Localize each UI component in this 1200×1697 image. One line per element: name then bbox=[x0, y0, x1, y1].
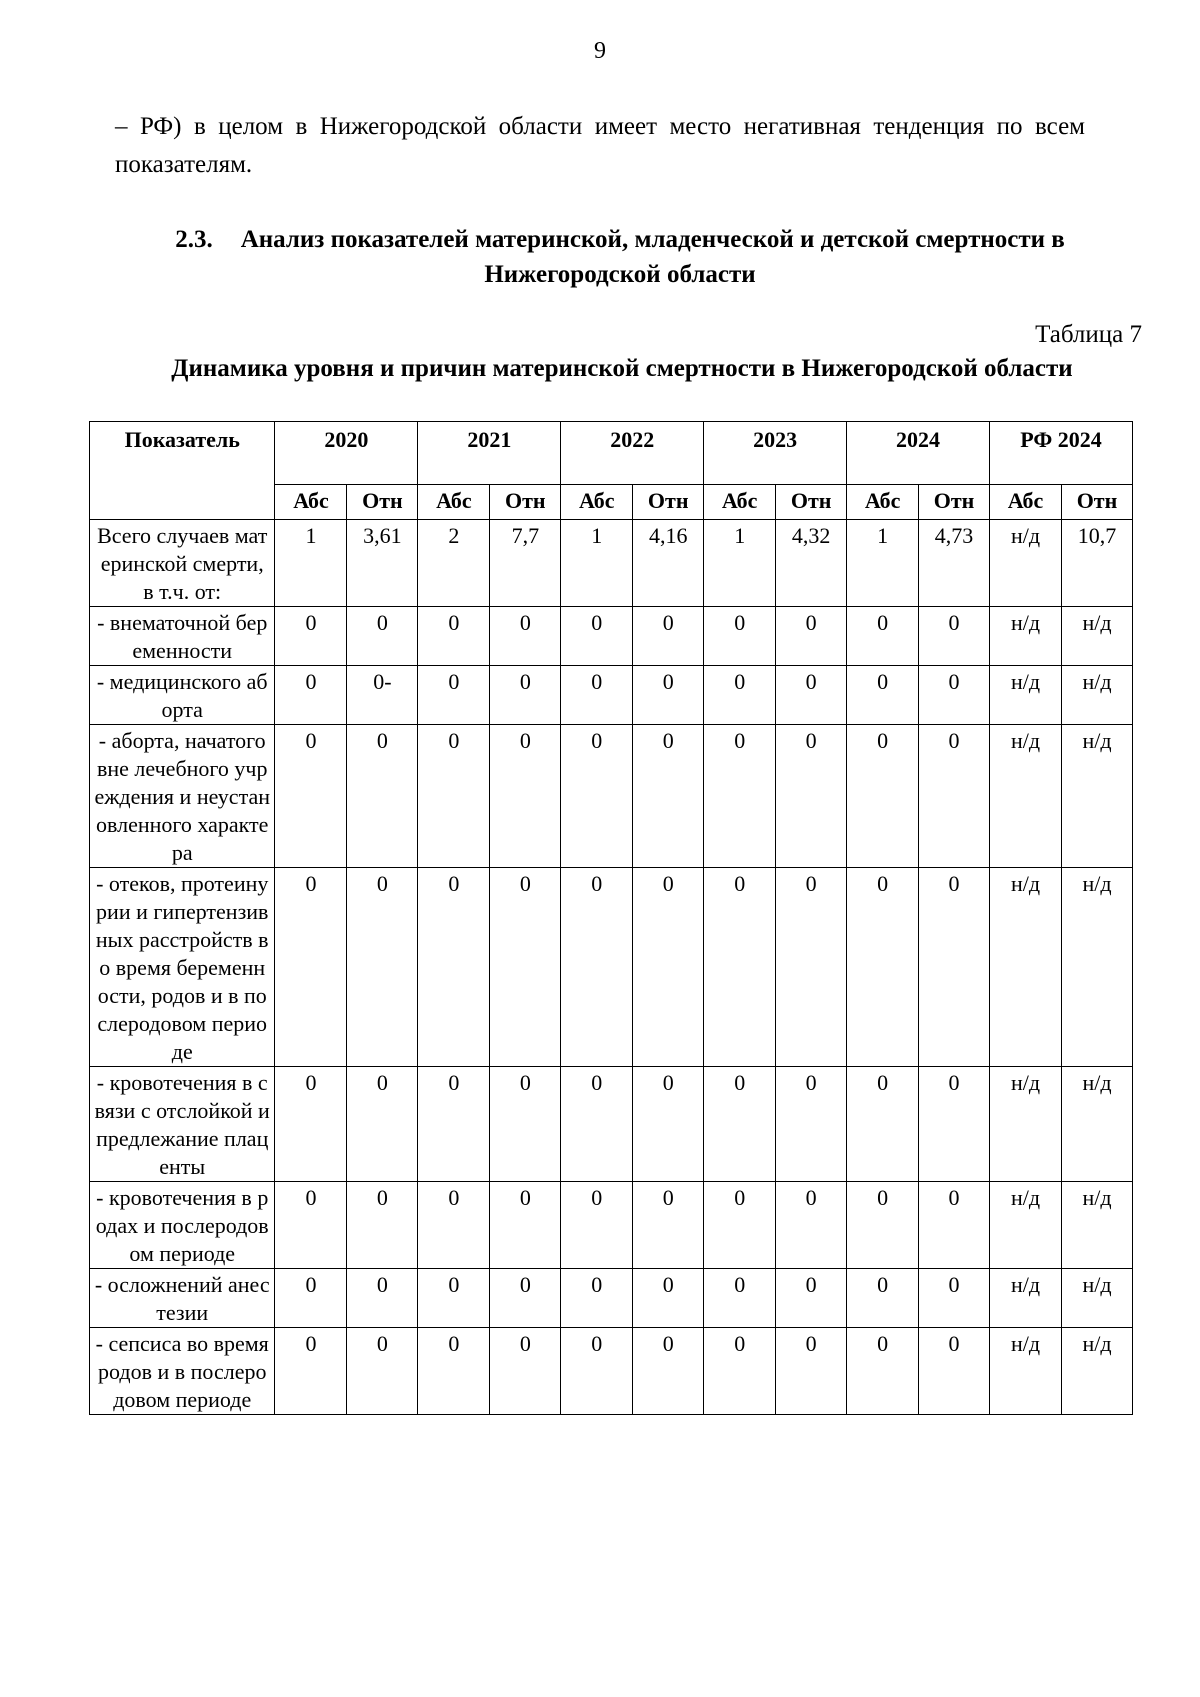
maternal-mortality-table bbox=[89, 421, 1133, 1415]
table-cell: 0 bbox=[347, 1328, 418, 1415]
header-rel: Отн bbox=[633, 485, 704, 520]
table-cell: н/д bbox=[990, 1182, 1062, 1269]
table-cell: 0 bbox=[275, 1328, 347, 1415]
table-cell: 0- bbox=[347, 666, 418, 725]
table-cell: 0 bbox=[919, 725, 990, 868]
table-cell: 0 bbox=[275, 868, 347, 1067]
header-abs: Абс bbox=[275, 485, 347, 520]
header-abs: Абс bbox=[561, 485, 633, 520]
section-heading bbox=[115, 222, 1125, 292]
table-cell: 0 bbox=[704, 1067, 776, 1182]
table-cell: 0 bbox=[347, 607, 418, 666]
table-cell: 0 bbox=[418, 725, 490, 868]
table-cell: 0 bbox=[776, 1067, 847, 1182]
row-label: Всего случаев материнской смерти, в т.ч. от: bbox=[90, 520, 275, 607]
table-cell: 1 bbox=[847, 520, 919, 607]
table-cell: н/д bbox=[990, 868, 1062, 1067]
table-cell: 0 bbox=[347, 1269, 418, 1328]
table-cell: 0 bbox=[561, 1328, 633, 1415]
table-cell: 0 bbox=[275, 607, 347, 666]
table-cell: 0 bbox=[776, 666, 847, 725]
table-cell: 0 bbox=[919, 1067, 990, 1182]
table-cell: 0 bbox=[418, 868, 490, 1067]
table-cell: 0 bbox=[561, 607, 633, 666]
table-cell: н/д bbox=[990, 666, 1062, 725]
table-cell: 0 bbox=[919, 868, 990, 1067]
row-label: - аборта, начатого вне лечебного учреждения и неустановленного характера bbox=[90, 725, 275, 868]
table-cell: 0 bbox=[847, 1269, 919, 1328]
table-row bbox=[90, 868, 1133, 1067]
table-cell: 0 bbox=[490, 868, 561, 1067]
table-cell: 0 bbox=[418, 666, 490, 725]
table-cell: 0 bbox=[704, 607, 776, 666]
header-year: 2023 bbox=[704, 422, 847, 485]
table-cell: 0 bbox=[847, 666, 919, 725]
row-label: - медицинского аборта bbox=[90, 666, 275, 725]
table-cell: 0 bbox=[704, 1182, 776, 1269]
table-cell: н/д bbox=[990, 725, 1062, 868]
table-cell: 0 bbox=[275, 666, 347, 725]
table-cell: 0 bbox=[347, 1067, 418, 1182]
header-rel: Отн bbox=[490, 485, 561, 520]
table-cell: н/д bbox=[1062, 1067, 1133, 1182]
table-cell: 0 bbox=[275, 1067, 347, 1182]
table-cell: 0 bbox=[776, 1328, 847, 1415]
table-cell: 0 bbox=[776, 1182, 847, 1269]
table-cell: 7,7 bbox=[490, 520, 561, 607]
table-cell: 0 bbox=[418, 1182, 490, 1269]
table-cell: 0 bbox=[919, 607, 990, 666]
table-cell: 0 bbox=[847, 1182, 919, 1269]
table-cell: 0 bbox=[704, 1328, 776, 1415]
table-cell: 0 bbox=[704, 666, 776, 725]
table-cell: 0 bbox=[418, 1328, 490, 1415]
table-cell: 2 bbox=[418, 520, 490, 607]
table-cell: 0 bbox=[704, 725, 776, 868]
table-cell: 0 bbox=[561, 868, 633, 1067]
table-row bbox=[90, 520, 1133, 607]
header-rel: Отн bbox=[1062, 485, 1133, 520]
table-cell: 0 bbox=[633, 1067, 704, 1182]
table-cell: 0 bbox=[347, 868, 418, 1067]
header-year: 2021 bbox=[418, 422, 561, 485]
table-cell: н/д bbox=[1062, 1328, 1133, 1415]
header-rel: Отн bbox=[919, 485, 990, 520]
table-cell: 0 bbox=[919, 1182, 990, 1269]
intro-paragraph: – РФ) в целом в Нижегородской области имеет место негативная тенденция по всем показателям. bbox=[115, 113, 1085, 178]
table-cell: н/д bbox=[1062, 666, 1133, 725]
table-cell: 0 bbox=[633, 1182, 704, 1269]
table-cell: н/д bbox=[990, 1328, 1062, 1415]
row-label: - кровотечения в родах и послеродовом периоде bbox=[90, 1182, 275, 1269]
row-label: - сепсиса во время родов и в послеродовом периоде bbox=[90, 1328, 275, 1415]
table-cell: 0 bbox=[561, 1269, 633, 1328]
header-abs: Абс bbox=[418, 485, 490, 520]
table-row bbox=[90, 1067, 1133, 1182]
table-cell: 0 bbox=[776, 868, 847, 1067]
header-row-years bbox=[90, 422, 1133, 485]
table-cell: 0 bbox=[561, 666, 633, 725]
table-cell: 3,61 bbox=[347, 520, 418, 607]
page-number: 9 bbox=[594, 38, 606, 64]
table-cell: 0 bbox=[919, 666, 990, 725]
table-cell: 0 bbox=[919, 1328, 990, 1415]
table-cell: н/д bbox=[1062, 607, 1133, 666]
table-row bbox=[90, 725, 1133, 868]
table-cell: 1 bbox=[275, 520, 347, 607]
table-row bbox=[90, 607, 1133, 666]
header-abs: Абс bbox=[847, 485, 919, 520]
table-cell: 0 bbox=[633, 607, 704, 666]
table-cell: 0 bbox=[561, 725, 633, 868]
table-cell: 0 bbox=[919, 1269, 990, 1328]
table-cell: 0 bbox=[490, 1269, 561, 1328]
table-cell: 0 bbox=[633, 1269, 704, 1328]
table-row bbox=[90, 666, 1133, 725]
table-cell: 0 bbox=[347, 725, 418, 868]
table-cell: 0 bbox=[561, 1067, 633, 1182]
table-cell: н/д bbox=[1062, 725, 1133, 868]
table-cell: 0 bbox=[847, 1067, 919, 1182]
table-cell: 0 bbox=[847, 607, 919, 666]
header-abs: Абс bbox=[990, 485, 1062, 520]
row-label: - отеков, протеинурии и гипертензивных расстройств во время беременности, родов и в послеродовом периоде bbox=[90, 868, 275, 1067]
table-cell: 0 bbox=[418, 1269, 490, 1328]
table-title: Динамика уровня и причин материнской смертности в Нижегородской области bbox=[171, 355, 1073, 382]
table-cell: 0 bbox=[847, 868, 919, 1067]
table-cell: 0 bbox=[490, 1328, 561, 1415]
header-rel: Отн bbox=[347, 485, 418, 520]
table-cell: 0 bbox=[847, 725, 919, 868]
table-cell: 0 bbox=[490, 666, 561, 725]
table-cell: 0 bbox=[561, 1182, 633, 1269]
header-year: 2024 bbox=[847, 422, 990, 485]
table-cell: 0 bbox=[490, 1067, 561, 1182]
table-cell: 0 bbox=[776, 725, 847, 868]
table-cell: н/д bbox=[990, 607, 1062, 666]
table-label: Таблица 7 bbox=[1035, 321, 1142, 348]
table-cell: 0 bbox=[490, 725, 561, 868]
table-cell: 0 bbox=[418, 1067, 490, 1182]
table-cell: 4,16 bbox=[633, 520, 704, 607]
table-cell: 0 bbox=[490, 1182, 561, 1269]
table-cell: 0 bbox=[275, 1269, 347, 1328]
table-row bbox=[90, 1328, 1133, 1415]
section-number: 2.3. bbox=[175, 226, 213, 253]
table-row bbox=[90, 1182, 1133, 1269]
table-cell: н/д bbox=[1062, 868, 1133, 1067]
table-cell: 4,73 bbox=[919, 520, 990, 607]
table-cell: 4,32 bbox=[776, 520, 847, 607]
table-cell: н/д bbox=[990, 1269, 1062, 1328]
row-label: - внематочной беременности bbox=[90, 607, 275, 666]
header-year: 2020 bbox=[275, 422, 418, 485]
table-cell: н/д bbox=[1062, 1182, 1133, 1269]
table-cell: 0 bbox=[275, 1182, 347, 1269]
table-cell: 0 bbox=[633, 868, 704, 1067]
table-cell: 0 bbox=[776, 607, 847, 666]
table-cell: 0 bbox=[847, 1328, 919, 1415]
table-cell: 10,7 bbox=[1062, 520, 1133, 607]
section-title: Анализ показателей материнской, младенческой и детской смертности в Нижегородской области bbox=[240, 226, 1065, 288]
table-cell: н/д bbox=[990, 1067, 1062, 1182]
table-cell: н/д bbox=[990, 520, 1062, 607]
header-indicator: Показатель bbox=[90, 422, 275, 520]
table-cell: 0 bbox=[704, 868, 776, 1067]
header-rel: Отн bbox=[776, 485, 847, 520]
header-abs: Абс bbox=[704, 485, 776, 520]
table-cell: 0 bbox=[633, 725, 704, 868]
row-label: - кровотечения в связи с отслойкой и предлежание плаценты bbox=[90, 1067, 275, 1182]
table-cell: 0 bbox=[490, 607, 561, 666]
table-cell: н/д bbox=[1062, 1269, 1133, 1328]
table-cell: 0 bbox=[347, 1182, 418, 1269]
table-cell: 0 bbox=[275, 725, 347, 868]
table-cell: 1 bbox=[704, 520, 776, 607]
row-label: - осложнений анестезии bbox=[90, 1269, 275, 1328]
table-cell: 1 bbox=[561, 520, 633, 607]
header-year: РФ 2024 bbox=[990, 422, 1133, 485]
table-cell: 0 bbox=[633, 666, 704, 725]
table-row bbox=[90, 1269, 1133, 1328]
table-cell: 0 bbox=[633, 1328, 704, 1415]
table-cell: 0 bbox=[704, 1269, 776, 1328]
table-cell: 0 bbox=[418, 607, 490, 666]
header-year: 2022 bbox=[561, 422, 704, 485]
table-cell: 0 bbox=[776, 1269, 847, 1328]
